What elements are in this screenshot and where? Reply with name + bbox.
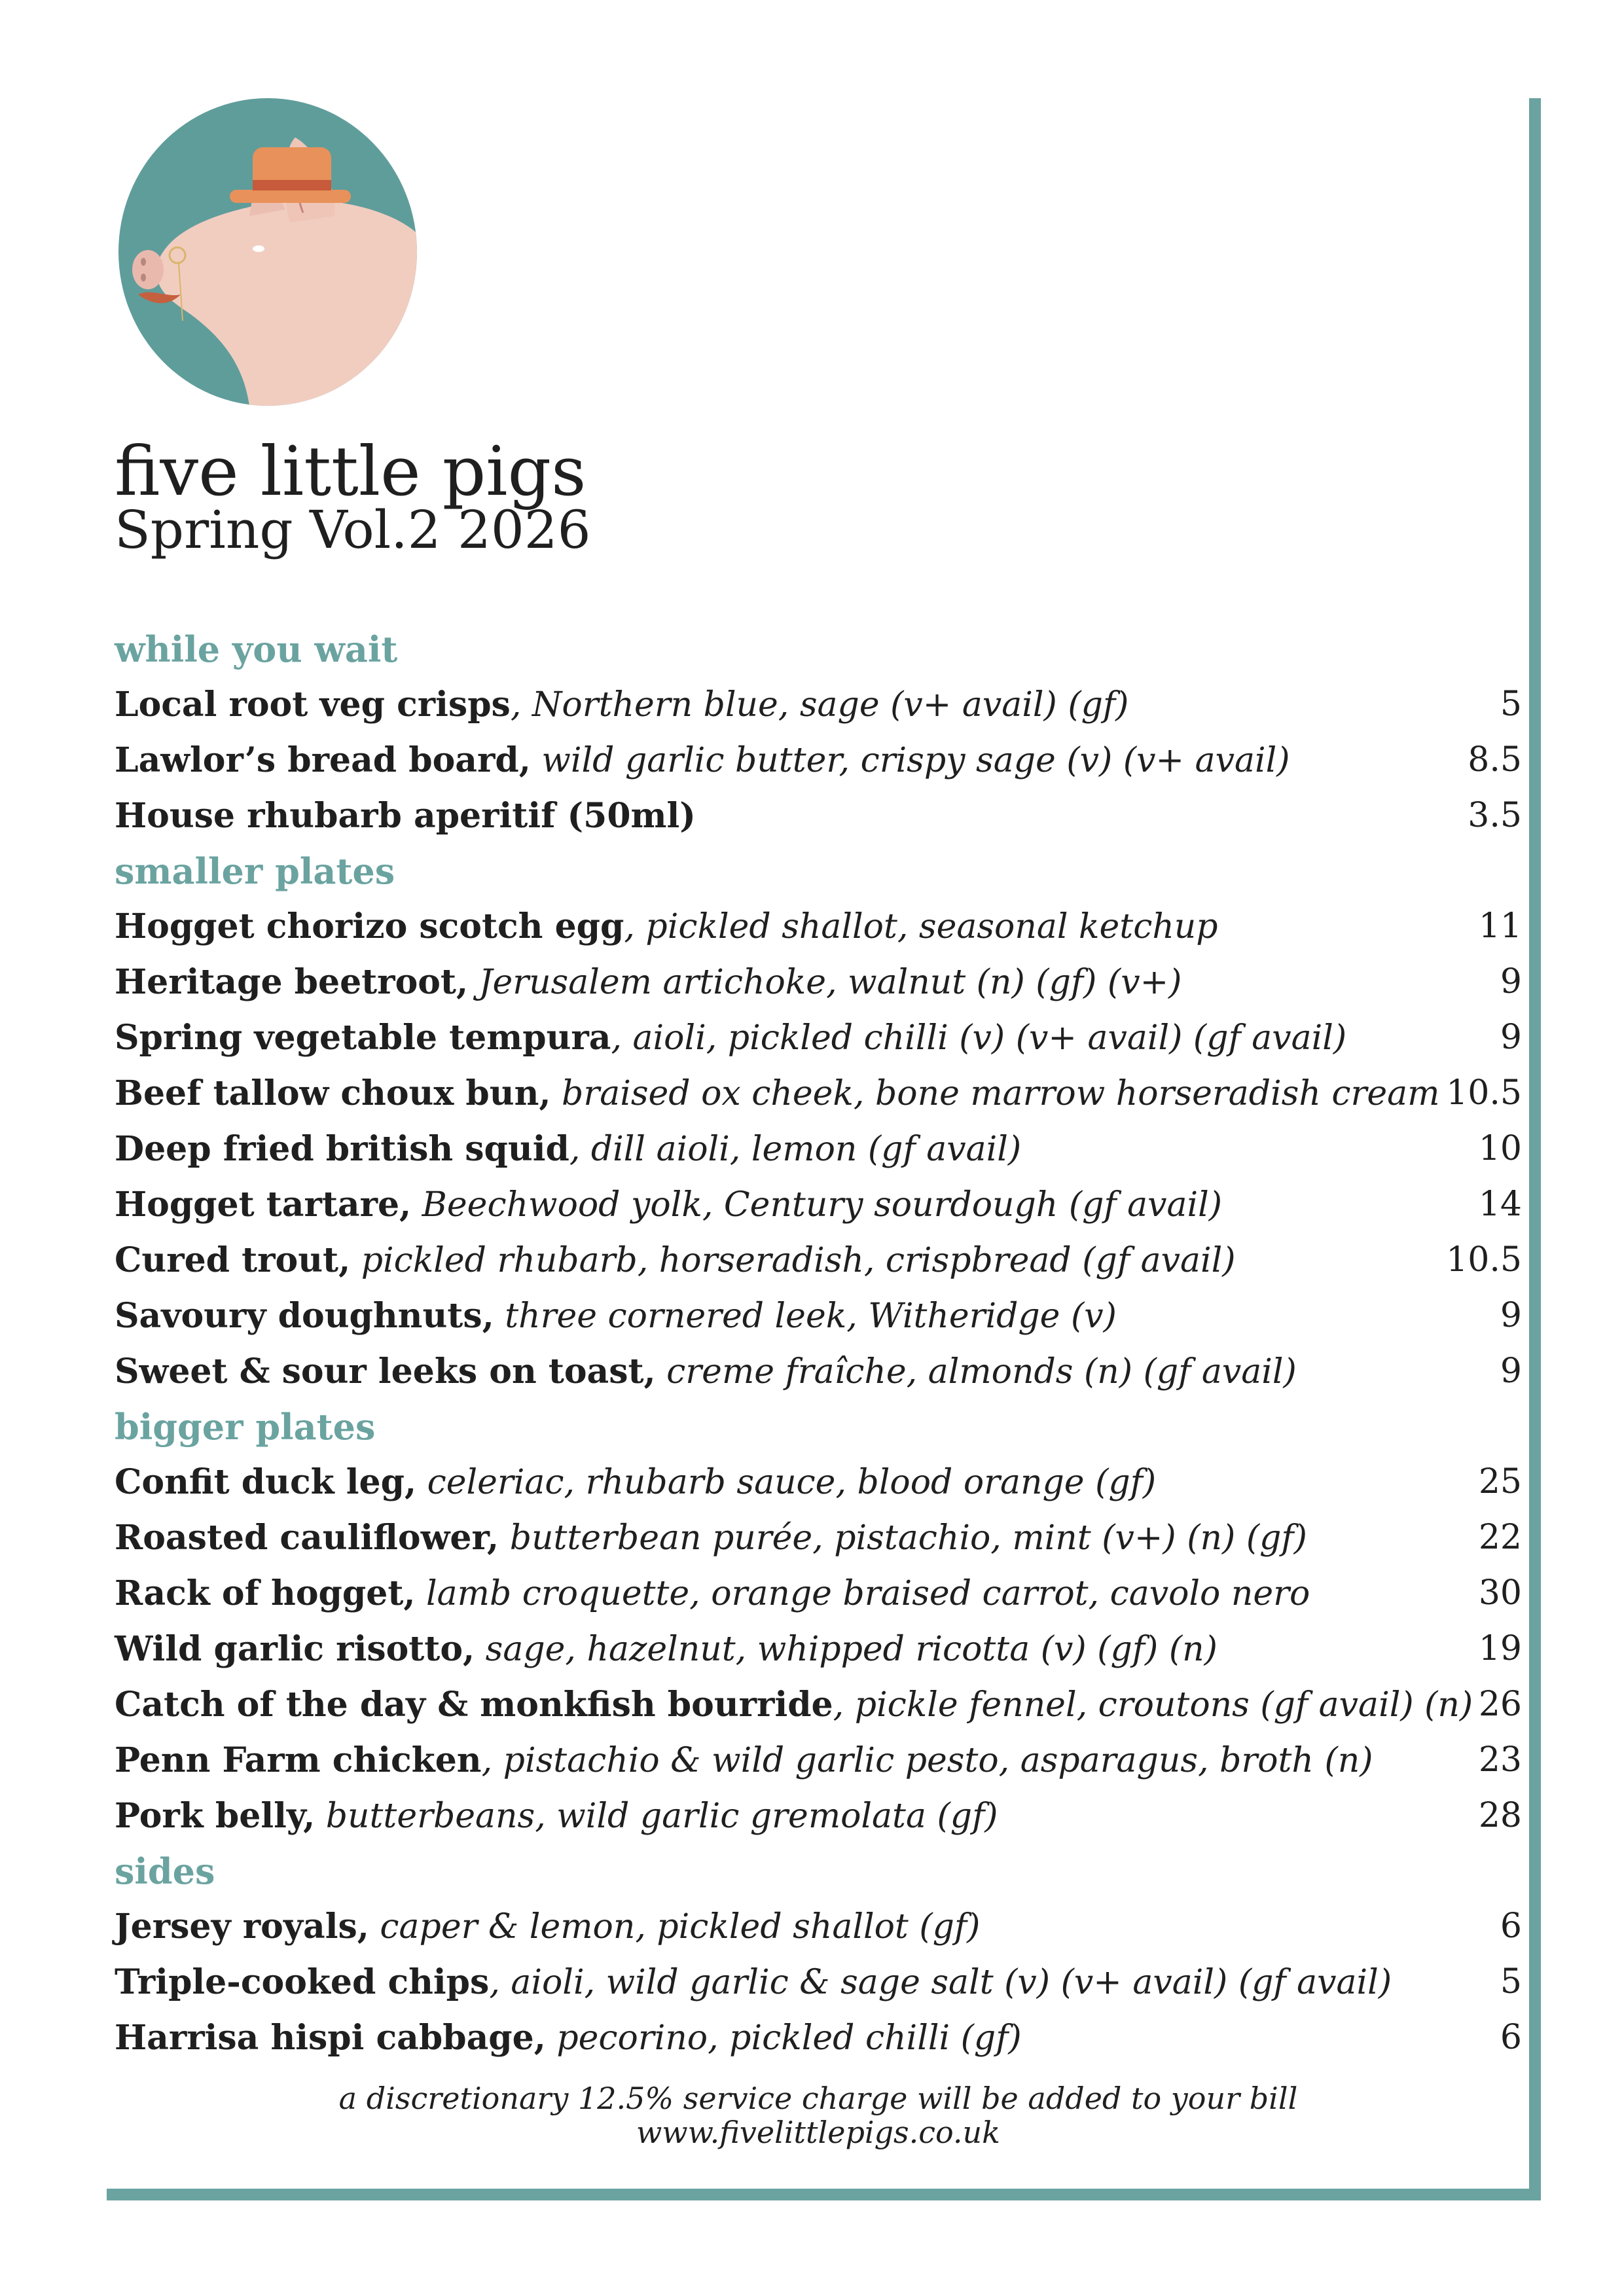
section-heading: smaller plates — [115, 850, 395, 892]
item-price: 9 — [1500, 1352, 1522, 1391]
menu-item — [115, 1510, 1522, 1566]
menu-item — [115, 1899, 1522, 1954]
menu-item — [115, 1344, 1522, 1399]
item-price: 11 — [1478, 906, 1522, 946]
item-description: butterbeans, wild garlic gremolata (gf) — [315, 1797, 998, 1836]
item-description: braised ox cheek, bone marrow horseradish cream — [550, 1074, 1440, 1113]
item-price: 23 — [1478, 1740, 1522, 1780]
item-description: sage, hazelnut, whipped ricotta (v) (gf) (n) — [475, 1630, 1218, 1669]
menu-item — [115, 1621, 1522, 1677]
item-name: Catch of the day & monkfish bourride — [115, 1685, 833, 1725]
item-name: Deep fried british squid — [115, 1129, 569, 1169]
item-name: Penn Farm chicken — [115, 1740, 482, 1780]
item-description: caper & lemon, pickled shallot (gf) — [369, 1907, 981, 1946]
item-description: , pickle fennel, croutons (gf avail) (n) — [833, 1685, 1473, 1725]
item-name: Lawlor’s bread board, — [115, 740, 531, 780]
menu-item — [115, 1066, 1522, 1121]
menu-item — [115, 1954, 1522, 2010]
menu-item — [115, 954, 1522, 1010]
item-price: 9 — [1500, 1296, 1522, 1335]
item-description: , aioli, pickled chilli (v) (v+ avail) (gf avail) — [611, 1018, 1347, 1058]
item-description: lamb croquette, orange braised carrot, cavolo nero — [415, 1574, 1310, 1613]
menu-item — [115, 732, 1522, 788]
item-price: 30 — [1478, 1573, 1522, 1613]
item-description: , aioli, wild garlic & sage salt (v) (v+ avail) (gf avail) — [489, 1963, 1392, 2002]
menu-item — [115, 1121, 1522, 1177]
website-link[interactable]: www.fivelittlepigs.co.uk — [636, 2115, 1001, 2150]
item-price: 10.5 — [1446, 1073, 1522, 1113]
item-price: 5 — [1500, 1962, 1522, 2001]
item-price: 5 — [1500, 685, 1522, 724]
section-while-you-wait — [115, 622, 1522, 844]
item-name: Pork belly, — [115, 1796, 316, 1836]
item-price: 9 — [1500, 1018, 1522, 1057]
menu-item — [115, 2010, 1522, 2066]
item-price: 14 — [1478, 1185, 1522, 1224]
item-name: Hogget tartare, — [115, 1185, 412, 1225]
item-name: Rack of hogget, — [115, 1573, 416, 1613]
item-name: Beef tallow choux bun, — [115, 1073, 551, 1113]
item-description: , Northern blue, sage (v+ avail) (gf) — [510, 685, 1129, 725]
menu-item — [115, 1788, 1522, 1844]
item-description: creme fraîche, almonds (n) (gf avail) — [655, 1352, 1297, 1391]
item-name: Triple-cooked chips — [115, 1962, 490, 2002]
menu-item — [115, 677, 1522, 732]
section-sides — [115, 1844, 1522, 2066]
menu-item — [115, 788, 1522, 844]
section-heading: sides — [115, 1850, 215, 1892]
item-description: three cornered leek, Witheridge (v) — [494, 1297, 1117, 1336]
item-price: 22 — [1478, 1518, 1522, 1557]
menu-item — [115, 1232, 1522, 1288]
menu-item — [115, 899, 1522, 954]
item-description: , pickled shallot, seasonal ketchup — [624, 907, 1218, 946]
restaurant-name: five little pigs — [115, 431, 586, 511]
item-description: , pistachio & wild garlic pesto, asparagus, broth (n) — [481, 1741, 1373, 1780]
section-bigger-plates — [115, 1399, 1522, 1844]
menu-item — [115, 1677, 1522, 1732]
item-price: 19 — [1478, 1629, 1522, 1668]
section-heading: bigger plates — [115, 1406, 376, 1448]
section-heading: while you wait — [115, 628, 398, 670]
item-description: Jerusalem artichoke, walnut (n) (gf) (v+) — [468, 963, 1182, 1002]
item-name: Sweet & sour leeks on toast, — [115, 1352, 656, 1391]
item-price: 26 — [1478, 1685, 1522, 1724]
item-description: butterbean purée, pistachio, mint (v+) (n) (gf) — [499, 1518, 1307, 1558]
item-name: Local root veg crisps — [115, 685, 511, 725]
item-name: Savoury doughnuts, — [115, 1296, 494, 1336]
item-name: Jersey royals, — [115, 1907, 369, 1946]
frame-border-bottom — [107, 2189, 1541, 2200]
item-name: Hogget chorizo scotch egg — [115, 906, 624, 946]
item-price: 10 — [1478, 1129, 1522, 1168]
menu-item — [115, 1177, 1522, 1232]
menu — [115, 622, 1522, 2066]
item-price: 10.5 — [1446, 1240, 1522, 1280]
item-price: 25 — [1478, 1462, 1522, 1501]
item-description: Beechwood yolk, Century sourdough (gf avail) — [411, 1185, 1223, 1225]
menu-edition: Spring Vol.2 2026 — [115, 499, 591, 560]
item-description: pecorino, pickled chilli (gf) — [545, 2018, 1022, 2058]
menu-item — [115, 1454, 1522, 1510]
menu-item — [115, 1732, 1522, 1788]
item-price: 3.5 — [1468, 796, 1522, 835]
item-name: House rhubarb aperitif (50ml) — [115, 796, 696, 836]
menu-item — [115, 1566, 1522, 1621]
menu-item — [115, 1288, 1522, 1344]
item-name: Confit duck leg, — [115, 1462, 417, 1502]
item-price: 8.5 — [1468, 740, 1522, 780]
item-name: Wild garlic risotto, — [115, 1629, 475, 1669]
item-description: celeriac, rhubarb sauce, blood orange (gf) — [416, 1463, 1157, 1502]
item-price: 28 — [1478, 1796, 1522, 1835]
section-smaller-plates — [115, 844, 1522, 1399]
item-name: Cured trout, — [115, 1240, 351, 1280]
service-charge-note: a discretionary 12.5% service charge will be added to your bill — [338, 2081, 1298, 2116]
item-name: Roasted cauliflower, — [115, 1518, 499, 1558]
item-name: Harrisa hispi cabbage, — [115, 2018, 546, 2058]
item-name: Heritage beetroot, — [115, 962, 469, 1002]
menu-item — [115, 1010, 1522, 1066]
item-price: 6 — [1500, 1907, 1522, 1946]
item-price: 9 — [1500, 962, 1522, 1001]
item-description: , dill aioli, lemon (gf avail) — [569, 1130, 1022, 1169]
item-description: pickled rhubarb, horseradish, crispbread (gf avail) — [350, 1241, 1236, 1280]
item-price: 6 — [1500, 2018, 1522, 2057]
item-name: Spring vegetable tempura — [115, 1018, 611, 1058]
item-description: wild garlic butter, crispy sage (v) (v+ avail) — [530, 741, 1290, 780]
pig-logo-icon — [118, 98, 417, 406]
frame-border-right — [1529, 98, 1541, 2200]
